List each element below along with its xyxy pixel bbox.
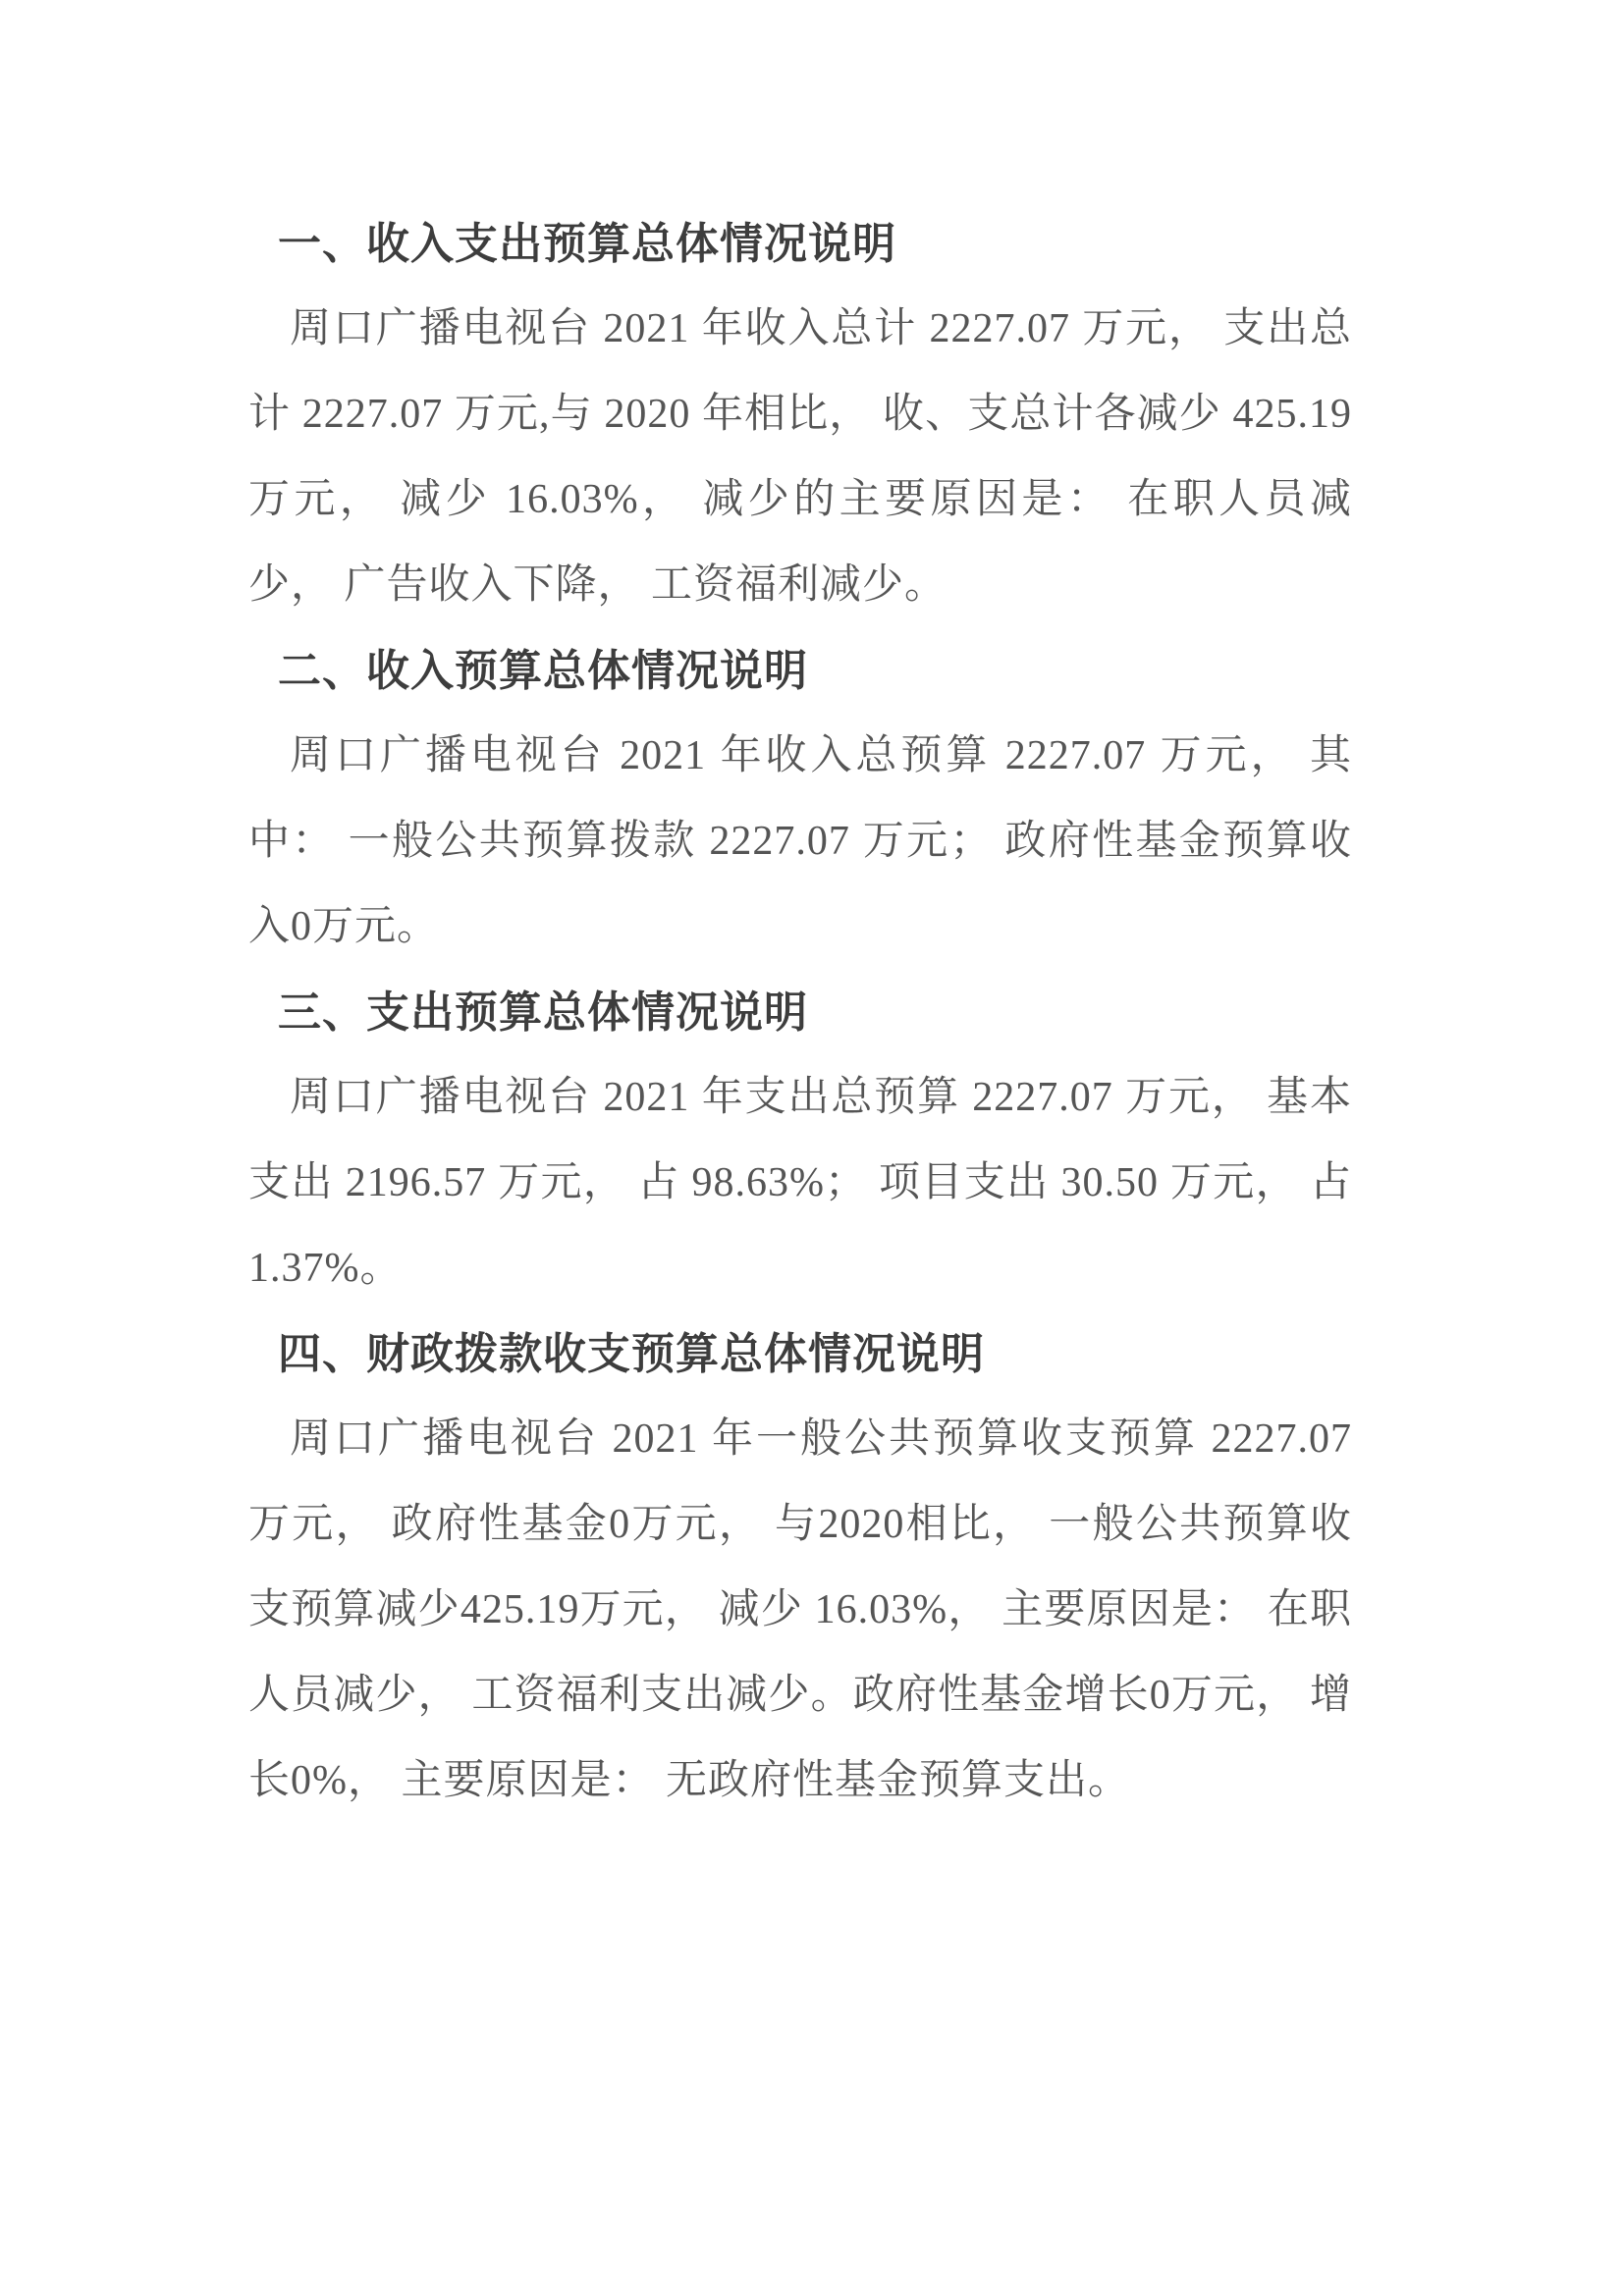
section-4-heading: 四、财政拨款收支预算总体情况说明	[278, 1330, 985, 1378]
section-fiscal-allocation-overview	[248, 1311, 1352, 1824]
section-income-expenditure-overview	[248, 201, 1352, 628]
section-4-body: 周口广播电视台 2021 年一般公共预算收支预算 2227.07 万元， 政府性基金0万元， 与2020相比， 一般公共预算收支预算减少425.19万元， 减少 16.03%， 主要原因是： 在职人员减少， 工资福利支出减少。政府性基金增长0万元， 增长0%， 主要原因是： 无政府性基金预算支出。	[248, 1416, 1352, 1803]
section-income-budget-overview	[248, 628, 1352, 970]
section-3-heading: 三、支出预算总体情况说明	[278, 988, 808, 1037]
section-2-heading: 二、收入预算总体情况说明	[278, 647, 808, 695]
section-expenditure-budget-overview	[248, 970, 1352, 1311]
section-2-body: 周口广播电视台 2021 年收入总预算 2227.07 万元， 其中： 一般公共预算拨款 2227.07 万元； 政府性基金预算收入0万元。	[248, 733, 1352, 949]
document-content	[248, 201, 1352, 1824]
section-1-body: 周口广播电视台 2021 年收入总计 2227.07 万元， 支出总计 2227.07 万元,与 2020 年相比， 收、支总计各减少 425.19万元， 减少 16.03%， 减少的主要原因是： 在职人员减少， 广告收入下降， 工资福利减少。	[248, 306, 1352, 608]
section-1-heading: 一、收入支出预算总体情况说明	[278, 220, 896, 268]
section-3-body: 周口广播电视台 2021 年支出总预算 2227.07 万元， 基本支出 2196.57 万元， 占 98.63%； 项目支出 30.50 万元， 占 1.37%。	[248, 1075, 1352, 1291]
